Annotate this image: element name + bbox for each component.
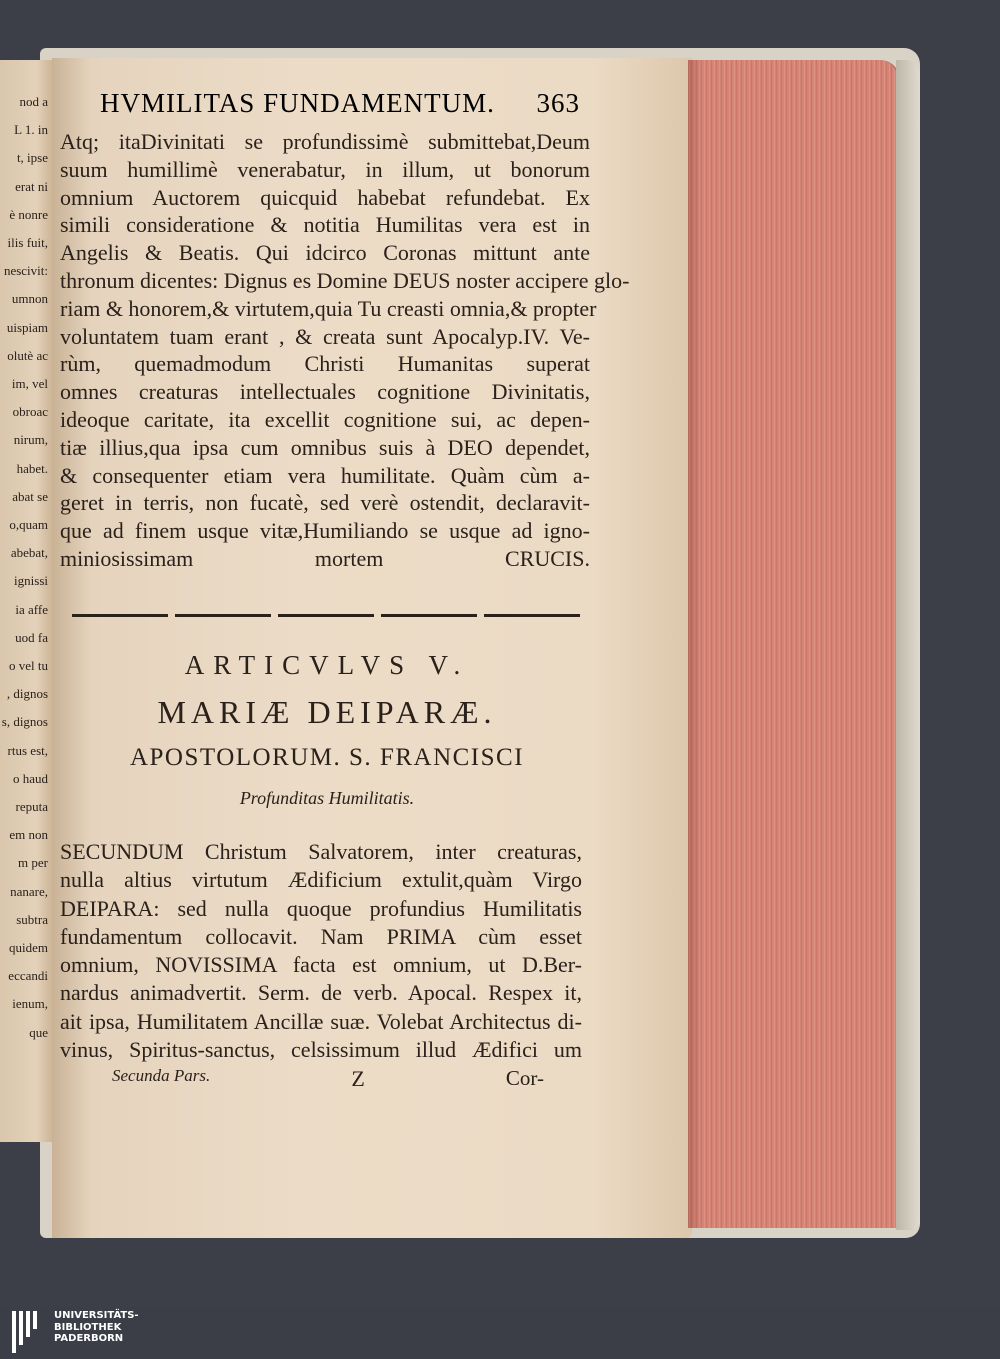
subject-heading: MARIÆ DEIPARÆ. [157,694,497,730]
page-footer [112,1066,544,1092]
left-page-fragment: nescivit: [3,263,48,279]
body-line: nulla altius virtutum Ædificium extulit,quàm Virgo [60,867,582,893]
left-page-fragment: que [29,1024,48,1040]
left-page-fragment: o haud [12,770,48,786]
body-line: vinus, Spiritus-sanctus, celsissimum illud Ædifici um [60,1037,582,1063]
left-page-fragment: im, vel [11,376,48,391]
left-page-fragment: subtra [16,911,48,927]
left-page-fragment: erat ni [15,178,48,194]
body-line: & consequenter etiam vera humilitate. Quàm cùm a- [60,462,590,488]
catchword: Cor- [505,1066,544,1090]
left-page-fragment: habet. [16,460,48,476]
body-line: voluntatem tuam erant , & creata sunt Apocalyp.IV. Ve- [60,323,590,349]
section-rule [72,614,580,620]
left-page-fragment: em non [9,827,48,843]
body-line: que ad finem usque vitæ,Humiliando se usque ad igno- [60,518,590,544]
left-page-fragment: nirum, [13,432,48,448]
left-page-fragment: ilis fuit, [7,235,48,250]
library-name-line2: BIBLIOTHEK [54,1321,122,1333]
left-page-fragment: olutè ac [7,347,48,363]
body-line: omnes creaturas intellectuales cognitione Divinitatis, [60,379,590,405]
body-line: simili consideratione & notitia Humilitas vera est in [60,212,590,238]
article-heading: ARTICVLVS V. [184,650,470,680]
rule-segment [484,614,580,617]
rule-segment [175,614,271,617]
left-page-fragment: quidem [9,940,48,955]
left-page-fragment: uod fa [15,629,48,645]
left-page-fragment: s, dignos [1,714,48,730]
body-line: SECUNDUM Christum Salvatorem, inter creaturas, [60,839,582,864]
left-page-fragment: è nonre [9,206,48,222]
body-line: fundamentum collocavit. Nam PRIMA cùm esset [60,923,582,949]
body-line: nardus animadvertit. Serm. de verb. Apocal. Respex it, [60,980,582,1006]
left-page-fragment: , dignos [6,686,48,702]
body-line: geret in terris, non fucatè, sed verè ostendit, declaravit- [60,490,590,516]
left-facing-page [0,60,52,1142]
body-line: ait ipsa, Humilitatem Ancillæ suæ. Volebat Architectus di- [60,1008,582,1034]
rule-segment [72,614,168,617]
body-line: rùm, quemadmodum Christi Humanitas superat [60,351,590,377]
library-name [54,1310,139,1345]
library-name-line3: PADERBORN [54,1333,124,1344]
library-name-line1: UNIVERSITÄTS- [54,1310,139,1321]
left-page-fragment: m per [18,855,48,871]
body-line: omnium, NOVISSIMA facta est omnium, ut D.Ber- [60,952,582,978]
library-bar [0,1307,1000,1359]
left-page-fragment: uispiam [6,319,48,335]
body-line: omnium Auctorem quicquid habebat refundebat. Ex [60,184,590,210]
body-line: miniosissimam mortem CRUCIS. [60,545,590,571]
cover-board-edge [896,60,920,1230]
body-text-1 [60,128,630,573]
left-page-fragment: obroac [12,404,48,420]
rule-segment [381,614,477,617]
body-line: riam & honorem,& virtutem,quia Tu creasti omnia,& propter [60,295,597,321]
signature-line: Secunda Pars. [112,1066,211,1085]
body-line: Angelis & Beatis. Qui idcirco Coronas mittunt ante [60,240,590,266]
left-page-fragment: nanare, [10,883,48,899]
body-line: tiæ illius,qua ipsa cum omnibus suis à DEO dependet, [60,434,590,460]
left-page-fragment: ienum, [12,996,48,1012]
signature-mark: Z [351,1066,365,1091]
left-page-fragment: nod a [19,94,48,109]
fore-edge [688,60,900,1228]
subject-heading-2: APOSTOLORUM. S. FRANCISCI [129,744,525,771]
left-page-fragment: L 1. in [14,122,48,138]
body-line: DEIPARA: sed nulla quoque profundius Humilitatis [60,895,582,921]
rule-segment [278,614,374,617]
left-page-fragment: t, ipse [16,150,48,166]
left-page-fragment: abat se [12,488,48,504]
body-line: Atq; itaDivinitati se profundissimè submittebat,Deum [60,129,590,154]
fore-edge-shadow [688,60,702,1228]
left-page-fragment: abebat, [10,545,48,561]
body-line: suum humillimè venerabatur, in illum, ut bonorum [60,156,590,182]
left-page-fragment: o,quam [9,517,48,532]
body-line: thronum dicentes: Dignus es Domine DEUS noster accipere glo- [60,267,630,293]
left-page-fragment: ignissi [14,573,48,589]
left-page-fragment: ia affe [15,601,48,617]
library-logo-icon [12,1311,50,1353]
left-page-fragment: rtus est, [7,742,48,758]
running-head [100,88,580,119]
body-line: ideoque caritate, ita excellit cognitione sui, ac depen- [60,406,590,432]
body-text-2 [60,838,582,1064]
running-head-title: HVMILITAS FUNDAMENTUM. [100,88,495,118]
left-page-fragment: o vel tu [9,658,48,673]
left-page-fragment: umnon [11,291,48,307]
subtitle: Profunditas Humilitatis. [239,788,415,808]
page-number: 363 [536,88,580,118]
left-page-fragment: eccandi [8,968,48,984]
left-page-fragment: reputa [15,799,48,814]
